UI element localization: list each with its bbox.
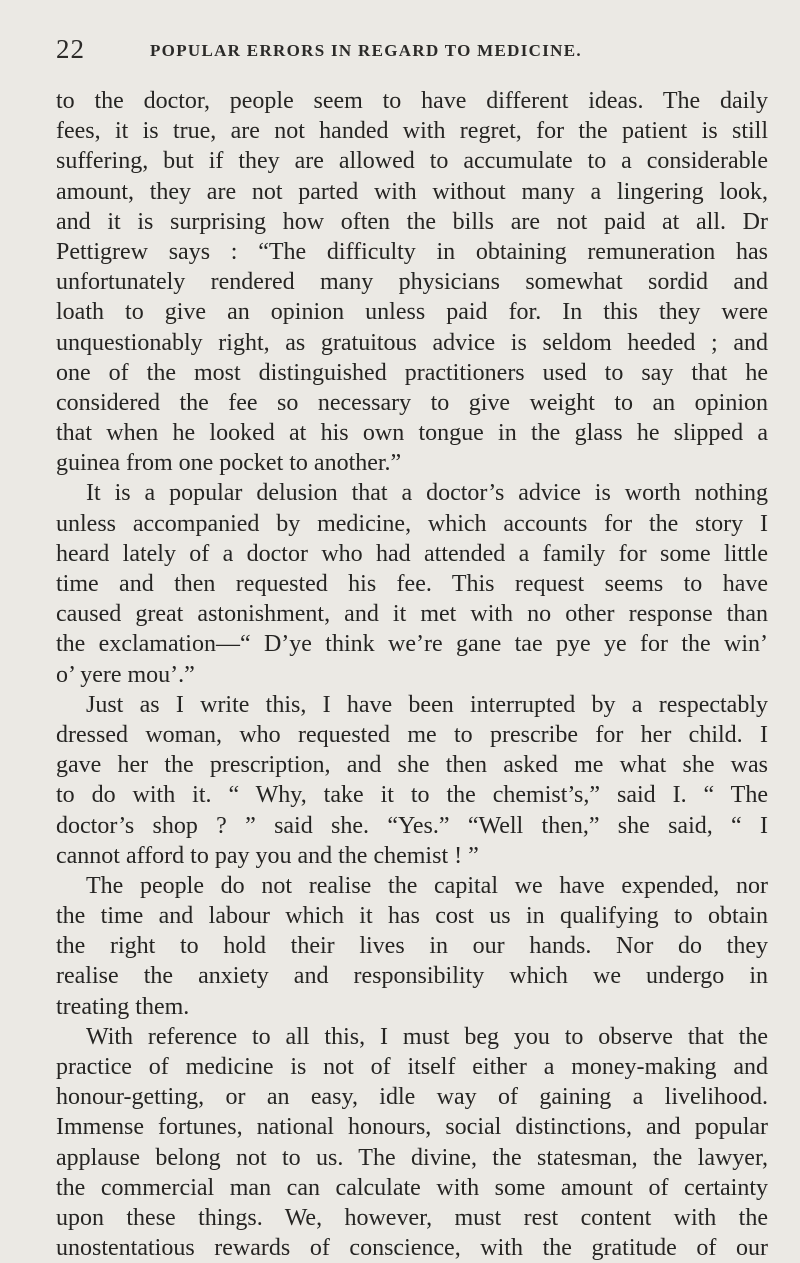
text-line: unless accompanied by medicine, which accounts for the story I: [56, 510, 768, 537]
body-text: [56, 86, 768, 1263]
text-line: gave her the prescription, and she then asked me what she was: [56, 752, 768, 779]
text-line: suffering, but if they are allowed to accumulate to a considerable: [56, 148, 768, 175]
text-line: Just as I write this, I have been interrupted by a respectably: [86, 691, 768, 718]
text-line: one of the most distinguished practitioners used to say that he: [56, 359, 768, 386]
text-line: unfortunately rendered many physicians somewhat sordid and: [56, 269, 768, 296]
text-line: unostentatious rewards of conscience, with the gratitude of our: [56, 1235, 768, 1262]
text-line: unquestionably right, as gratuitous advice is seldom heeded ; and: [56, 329, 768, 356]
text-line: doctor’s shop ? ” said she. “Yes.” “Well then,” she said, “ I: [56, 812, 768, 839]
text-line: fees, it is true, are not handed with regret, for the patient is still: [56, 118, 768, 145]
text-line: the commercial man can calculate with some amount of certainty: [56, 1174, 768, 1201]
text-line: amount, they are not parted with without many a lingering look,: [56, 178, 768, 205]
text-line: time and then requested his fee. This request seems to have: [56, 571, 768, 597]
text-line: cannot afford to pay you and the chemist ! ”: [56, 842, 479, 869]
text-line: heard lately of a doctor who had attended a family for some little: [56, 540, 768, 567]
page-number: 22: [56, 34, 85, 64]
text-line: to do with it. “ Why, take it to the chemist’s,” said I. “ The: [56, 782, 768, 809]
running-title: POPULAR ERRORS IN REGARD TO MEDICINE.: [150, 41, 582, 60]
text-line: to the doctor, people seem to have different ideas. The daily: [56, 88, 768, 114]
text-line: the exclamation—“ D’ye think we’re gane tae pye ye for the win’: [56, 631, 768, 658]
text-line: The people do not realise the capital we have expended, nor: [86, 872, 768, 899]
text-line: that when he looked at his own tongue in the glass he slipped a: [56, 420, 768, 447]
text-line: treating them.: [56, 993, 190, 1020]
text-line: honour-getting, or an easy, idle way of gaining a livelihood.: [56, 1084, 768, 1111]
text-line: caused great astonishment, and it met with no other response than: [56, 601, 768, 628]
text-line: o’ yere mou’.”: [56, 661, 195, 688]
text-line: It is a popular delusion that a doctor’s advice is worth nothing: [86, 480, 768, 507]
text-line: Immense fortunes, national honours, social distinctions, and popular: [56, 1114, 768, 1141]
text-line: guinea from one pocket to another.”: [56, 450, 402, 477]
text-line: realise the anxiety and responsibility which we undergo in: [56, 963, 768, 990]
text-line: practice of medicine is not of itself either a money-making and: [56, 1054, 768, 1080]
text-line: Pettigrew says : “The difficulty in obtaining remuneration has: [56, 238, 768, 265]
text-line: upon these things. We, however, must rest content with the: [56, 1204, 768, 1231]
text-line: applause belong not to us. The divine, the statesman, the lawyer,: [56, 1144, 768, 1171]
running-head: [56, 34, 768, 64]
text-line: With reference to all this, I must beg you to observe that the: [86, 1023, 768, 1050]
text-line: and it is surprising how often the bills are not paid at all. Dr: [56, 208, 768, 235]
text-line: the right to hold their lives in our hands. Nor do they: [56, 933, 768, 960]
text-line: loath to give an opinion unless paid for. In this they were: [56, 299, 768, 326]
text-line: the time and labour which it has cost us in qualifying to obtain: [56, 903, 768, 930]
text-line: dressed woman, who requested me to prescribe for her child. I: [56, 721, 768, 748]
text-line: considered the fee so necessary to give weight to an opinion: [56, 389, 768, 416]
